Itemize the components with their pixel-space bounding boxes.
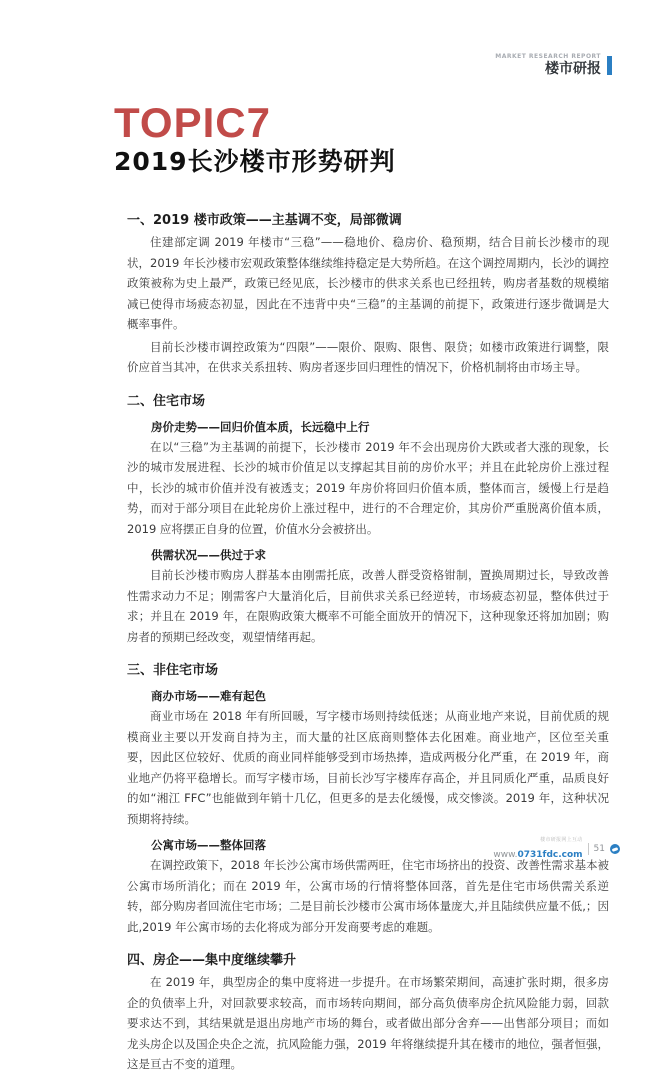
subsection-title-price-trend: 房价走势——回归价值本质，长远稳中上行 bbox=[151, 419, 370, 434]
footer-divider bbox=[588, 843, 589, 855]
paragraph: 在 2019 年，典型房企的集中度将进一步提升。在市场繁荣期间，高速扩张时期，很多房企的负债率上升，对回款要求较高，而市场转向期间，部分高负债率房企抗风险能力弱，回款要求达不到，其结果就是退出房地产市场的舞台，或者做出部分舍弃——出售部分项目；而如龙头房企以及国企央企之流，抗风险能力强，2019 年将继续提升其在楼市的地位，强者恒强，这是亘古不变的道理。 bbox=[127, 975, 609, 1071]
subsection-title-supply-demand: 供需状况——供过于求 bbox=[151, 548, 266, 562]
site-logo-icon bbox=[610, 844, 620, 854]
subsection-title-apartment: 公寓市场——整体回落 bbox=[151, 838, 266, 852]
footer-url-domain: 0731fdc.com bbox=[517, 850, 583, 860]
section-heading-nonresidential: 三、非住宅市场 bbox=[127, 663, 219, 678]
paragraph: 商业市场在 2018 年有所回暖，写字楼市场则持续低迷；从商业地产来说，目前优质的规模商业主要以开发商自持为主，而大量的社区底商则整体去化困难。商业地产，区位至关重要，因此区位较好、优质的商业同样能够受到市场热捧，造成两极分化严重，在 2019 年，商业地产仍将平稳增长。而写字楼市场，目前长沙写字楼库存高企，并且同质化严重，品质良好的如“湘江 FFC”也能做到年销十几亿，但更多的是去化缓慢，成交惨淡。2019 年，这种状况预期将持续。 bbox=[127, 709, 609, 826]
header-labels bbox=[495, 52, 601, 78]
header-accent-bar bbox=[607, 56, 612, 75]
section-heading-residential: 二、住宅市场 bbox=[127, 393, 206, 409]
paragraph: 在以“三稳”为主基调的前提下，长沙楼市 2019 年不会出现房价大跌或者大涨的现象，长沙的城市发展进程、长沙的城市价值足以支撑起其目前的房价水平；并且在此轮房价上涨过程中，长沙的城市价值并没有被透支；2019 年房价将回归价值本质，整体而言，缓慢上行是趋势，而对于部分项目在此轮房价上涨过程中，进行的不合理定价，其房价严重脱离价值本质，2019 应将摆正自身的位置，价值水分会被挤出。 bbox=[127, 439, 609, 536]
footer-site-info bbox=[493, 838, 582, 860]
section-heading-developers: 四、房企——集中度继续攀升 bbox=[127, 953, 297, 968]
subsection-title-commercial: 商办市场——难有起色 bbox=[151, 689, 266, 703]
page-header bbox=[495, 52, 612, 78]
page-number: 51 bbox=[593, 844, 605, 854]
footer-tagline: 楼市研报网上互动 bbox=[540, 837, 583, 843]
paragraph: 住建部定调 2019 年楼市“三稳”——稳地价、稳房价、稳预期，结合目前长沙楼市的现状，2019 年长沙楼市宏观政策整体继续维持稳定是大势所趋。在这个调控周期内，长沙的调控政策被称为史上最严，政策已经见底，长沙楼市的供求关系也已经扭转，购房者基数的规模缩减已使得市场疲态初显，因此在不违背中央“三稳”的主基调的前提下，政策进行逐步微调是大概率事件。 bbox=[127, 235, 609, 331]
footer-url-prefix: www. bbox=[493, 850, 518, 860]
report-body bbox=[127, 212, 609, 1075]
page-footer bbox=[493, 838, 620, 860]
header-label-cn: 楼市研报 bbox=[545, 61, 601, 77]
paragraph: 在调控政策下，2018 年长沙公寓市场供需两旺，住宅市场挤出的投资、改善性需求基本被公寓市场所消化；而在 2019 年，公寓市场的行情将整体回落，首先是住宅市场供需关系逆转，部分购房者回流住宅市场；二是目前长沙楼市公寓市场体量庞大,并且陆续供应量不低,；因此,2019 年公寓市场的去化将成为部分开发商要考虑的难题。 bbox=[127, 858, 609, 934]
paragraph: 目前长沙楼市购房人群基本由刚需托底，改善人群受资格钳制，置换周期过长，导致改善性需求动力不足；刚需客户大量消化后，目前供求关系已经逆转，市场疲态初显，整体供过于求；并且在 2019 年，在限购政策大概率不可能全面放开的情况下，这种现象还将加加剧；购房者的预期已经改变，观望情绪再起。 bbox=[127, 568, 609, 644]
section-heading-policy: 一、2019 楼市政策——主基调不变，局部微调 bbox=[127, 213, 402, 228]
paragraph: 目前长沙楼市调控政策为“四限”——限价、限购、限售、限贷；如楼市政策进行调整，限价应首当其冲，在供求关系扭转、购房者逐步回归理性的情况下，价格机制将由市场主导。 bbox=[127, 339, 609, 374]
header-label-en: MARKET RESEARCH REPORT bbox=[495, 53, 601, 60]
footer-url bbox=[493, 850, 582, 860]
topic-number: TOPIC7 bbox=[114, 99, 271, 146]
topic-block bbox=[114, 100, 396, 178]
page-title: 2019长沙楼市形势研判 bbox=[114, 147, 396, 176]
